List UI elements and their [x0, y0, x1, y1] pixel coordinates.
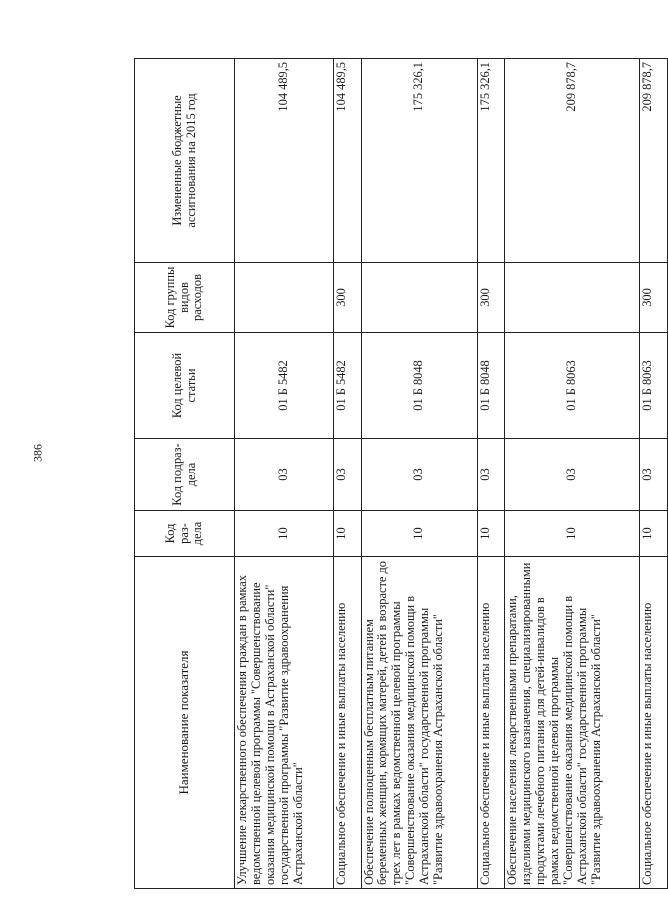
- row-group: [505, 263, 640, 333]
- row-subsection: 03: [505, 439, 640, 511]
- row-name: Социальное обеспечение и иные выплаты населению: [477, 557, 505, 889]
- row-name: Социальное обеспечение и иные выплаты населению: [333, 557, 361, 889]
- row-group: 300: [640, 263, 668, 333]
- row-group: [361, 263, 477, 333]
- row-section: 10: [235, 511, 334, 557]
- row-section: 10: [333, 511, 361, 557]
- header-subsection: Код подраз-дела: [135, 439, 235, 511]
- table-row: [361, 59, 477, 889]
- row-name: Социальное обеспечение и иные выплаты населению: [640, 557, 668, 889]
- row-subsection: 03: [640, 439, 668, 511]
- header-section: Код раз-дела: [135, 511, 235, 557]
- table-row: [235, 59, 334, 889]
- row-amount: 175 326,1: [477, 59, 505, 263]
- row-section: 10: [361, 511, 477, 557]
- rotated-table-wrapper: [134, 59, 668, 889]
- row-section: 10: [640, 511, 668, 557]
- row-name: Обеспечение населения лекарственными препаратами, изделиями медицинского назначения, специализированными продуктами лечебного питания для детей-инвалидов в рамках ведомственной целевой программы "Совершенствование оказания медицинской помощи в Астраханской области" государственной программы "Развитие здравоохранения Астраханской области": [505, 557, 640, 889]
- row-target: 01 Б 8048: [477, 333, 505, 439]
- row-section: 10: [477, 511, 505, 557]
- row-target: 01 Б 5482: [235, 333, 334, 439]
- row-amount: 209 878,7: [505, 59, 640, 263]
- row-amount: 175 326,1: [361, 59, 477, 263]
- row-target: 01 Б 8063: [505, 333, 640, 439]
- header-name: Наименование показателя: [135, 557, 235, 889]
- table-row: [477, 59, 505, 889]
- row-group: 300: [333, 263, 361, 333]
- row-section: 10: [505, 511, 640, 557]
- row-group: [235, 263, 334, 333]
- page-number: 386: [30, 444, 45, 462]
- row-subsection: 03: [477, 439, 505, 511]
- header-group: Код группы видов расходов: [135, 263, 235, 333]
- header-amount: Измененные бюджетные ассигнования на 2015 год: [135, 59, 235, 263]
- table-row: [505, 59, 640, 889]
- row-amount: 104 489,5: [235, 59, 334, 263]
- row-target: 01 Б 8048: [361, 333, 477, 439]
- row-name: Обеспечение полноценным бесплатным питанием беременных женщин, кормящих матерей, детей в возрасте до трех лет в рамках ведомственной целевой программы "Совершенствование оказания медицинской помощи в Астраханской области" государственной программы "Развитие здравоохранения Астраханской области": [361, 557, 477, 889]
- row-target: 01 Б 8063: [640, 333, 668, 439]
- table-header-row: [135, 59, 235, 889]
- row-subsection: 03: [333, 439, 361, 511]
- row-name: Улучшение лекарственного обеспечения граждан в рамках ведомственной целевой программы "Совершенствование оказания медицинской помощи в Астраханской области" государственной программы "Развитие здравоохранения Астраханской области": [235, 557, 334, 889]
- row-amount: 104 489,5: [333, 59, 361, 263]
- row-subsection: 03: [361, 439, 477, 511]
- table-row: [640, 59, 668, 889]
- row-target: 01 Б 5482: [333, 333, 361, 439]
- table-row: [333, 59, 361, 889]
- header-target: Код целевой статьи: [135, 333, 235, 439]
- row-subsection: 03: [235, 439, 334, 511]
- row-amount: 209 878,7: [640, 59, 668, 263]
- budget-table: [134, 58, 668, 889]
- row-group: 300: [477, 263, 505, 333]
